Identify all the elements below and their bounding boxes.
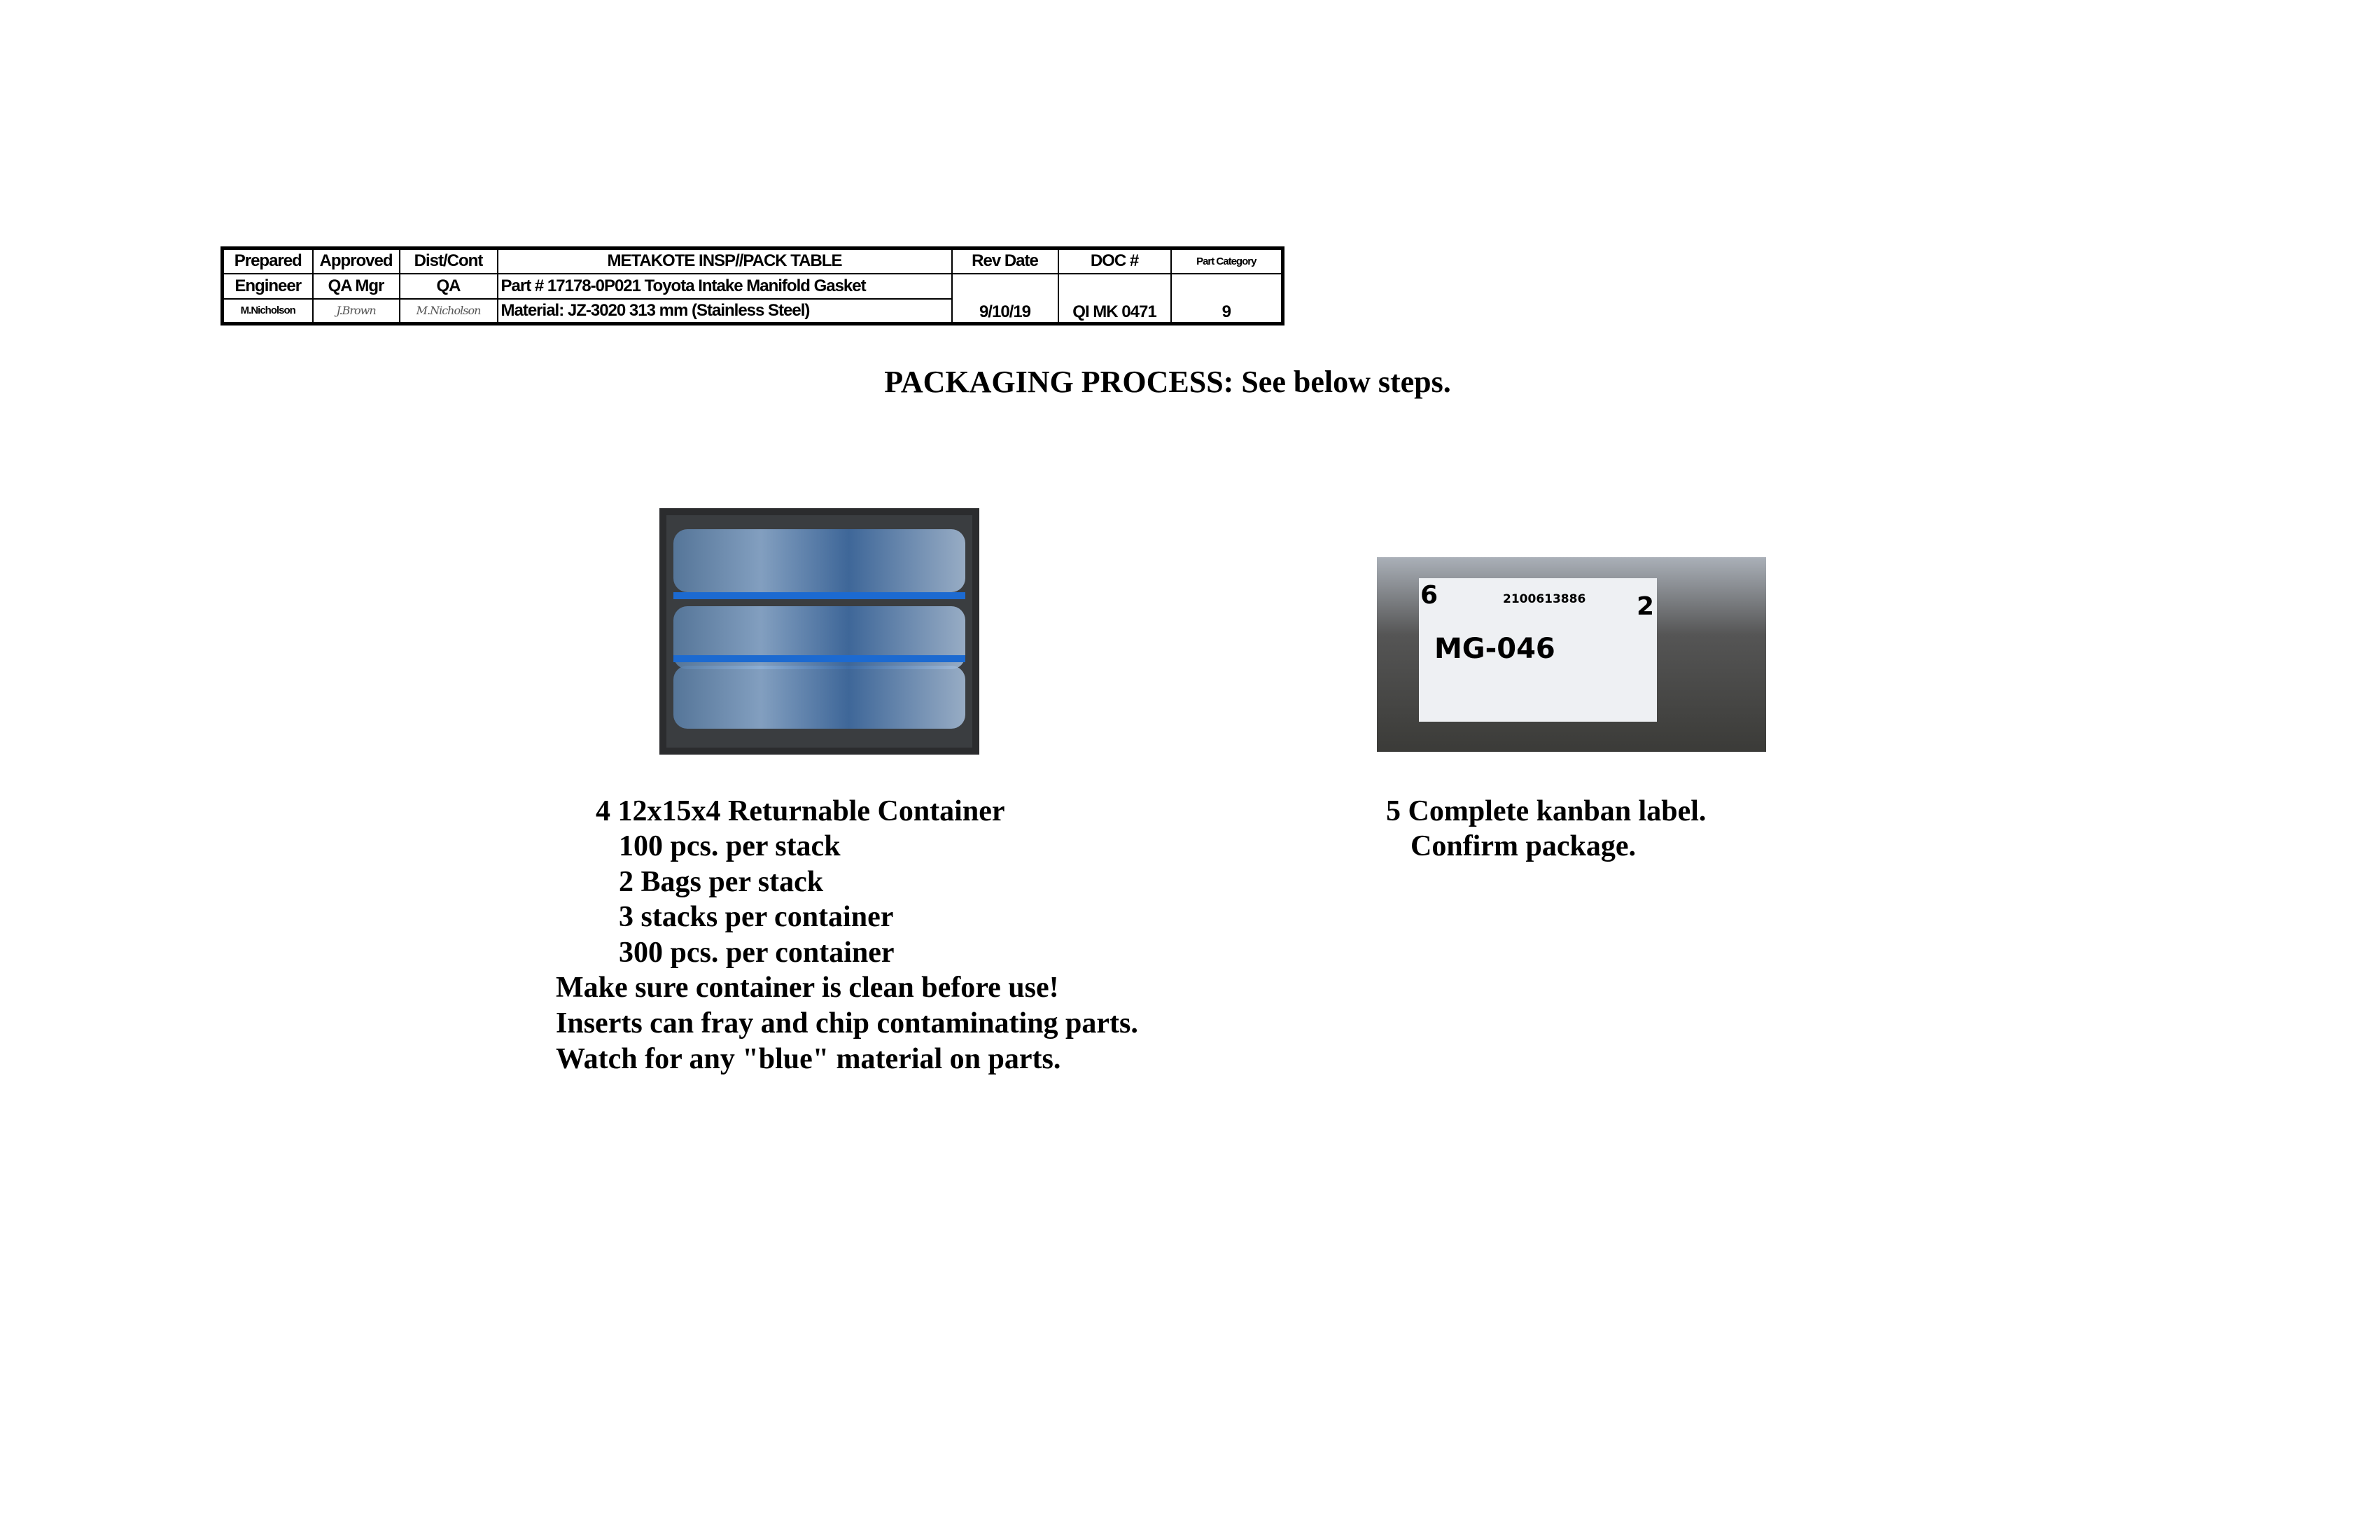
role-row [223, 274, 1283, 299]
approved-header: Approved [313, 248, 400, 274]
step5-line: Confirm package. [1410, 830, 1636, 862]
approved-signature: J.Brown [313, 299, 400, 324]
prepared-role: Engineer [223, 274, 313, 299]
part-number: Part # 17178-0P021 Toyota Intake Manifold Gasket [498, 274, 952, 299]
page-title: PACKAGING PROCESS: See below steps. [884, 365, 1451, 399]
dist-role: QA [400, 274, 498, 299]
doc-number: QI MK 0471 [1058, 274, 1171, 324]
kanban-label-photo [1377, 557, 1766, 752]
dist-signature: M.Nicholson [400, 299, 498, 324]
step4-heading: 4 12x15x4 Returnable Container [596, 795, 1005, 827]
step4-note: Watch for any "blue" material on parts. [556, 1043, 1061, 1075]
step4-line: 3 stacks per container [619, 901, 894, 933]
step4-line: 100 pcs. per stack [619, 830, 841, 862]
doc-header: DOC # [1058, 248, 1171, 274]
part-category-header: Part Category [1171, 248, 1283, 274]
part-category: 9 [1171, 274, 1283, 324]
step4-note: Make sure container is clean before use! [556, 972, 1059, 1004]
approved-role: QA Mgr [313, 274, 400, 299]
kanban-label [1419, 578, 1657, 722]
step4-note: Inserts can fray and chip contaminating parts. [556, 1007, 1138, 1040]
rev-date-header: Rev Date [952, 248, 1058, 274]
step4-line: 2 Bags per stack [619, 866, 824, 898]
step5-heading: 5 Complete kanban label. [1386, 795, 1707, 827]
label-code: MG-046 [1434, 633, 1555, 665]
label-barcode-number: 2100613886 [1503, 592, 1586, 606]
header-table [220, 246, 1284, 326]
header-row [223, 248, 1283, 274]
step4-line: 300 pcs. per container [619, 937, 895, 969]
rev-date: 9/10/19 [952, 274, 1058, 324]
prepared-header: Prepared [223, 248, 313, 274]
container-photo [659, 508, 979, 755]
label-left-number: 6 [1420, 581, 1438, 610]
table-title: METAKOTE INSP//PACK TABLE [498, 248, 952, 274]
prepared-name: M.Nicholson [223, 299, 313, 324]
material: Material: JZ-3020 313 mm (Stainless Steel) [498, 299, 952, 324]
label-right-number: 2 [1636, 592, 1654, 621]
dist-cont-header: Dist/Cont [400, 248, 498, 274]
